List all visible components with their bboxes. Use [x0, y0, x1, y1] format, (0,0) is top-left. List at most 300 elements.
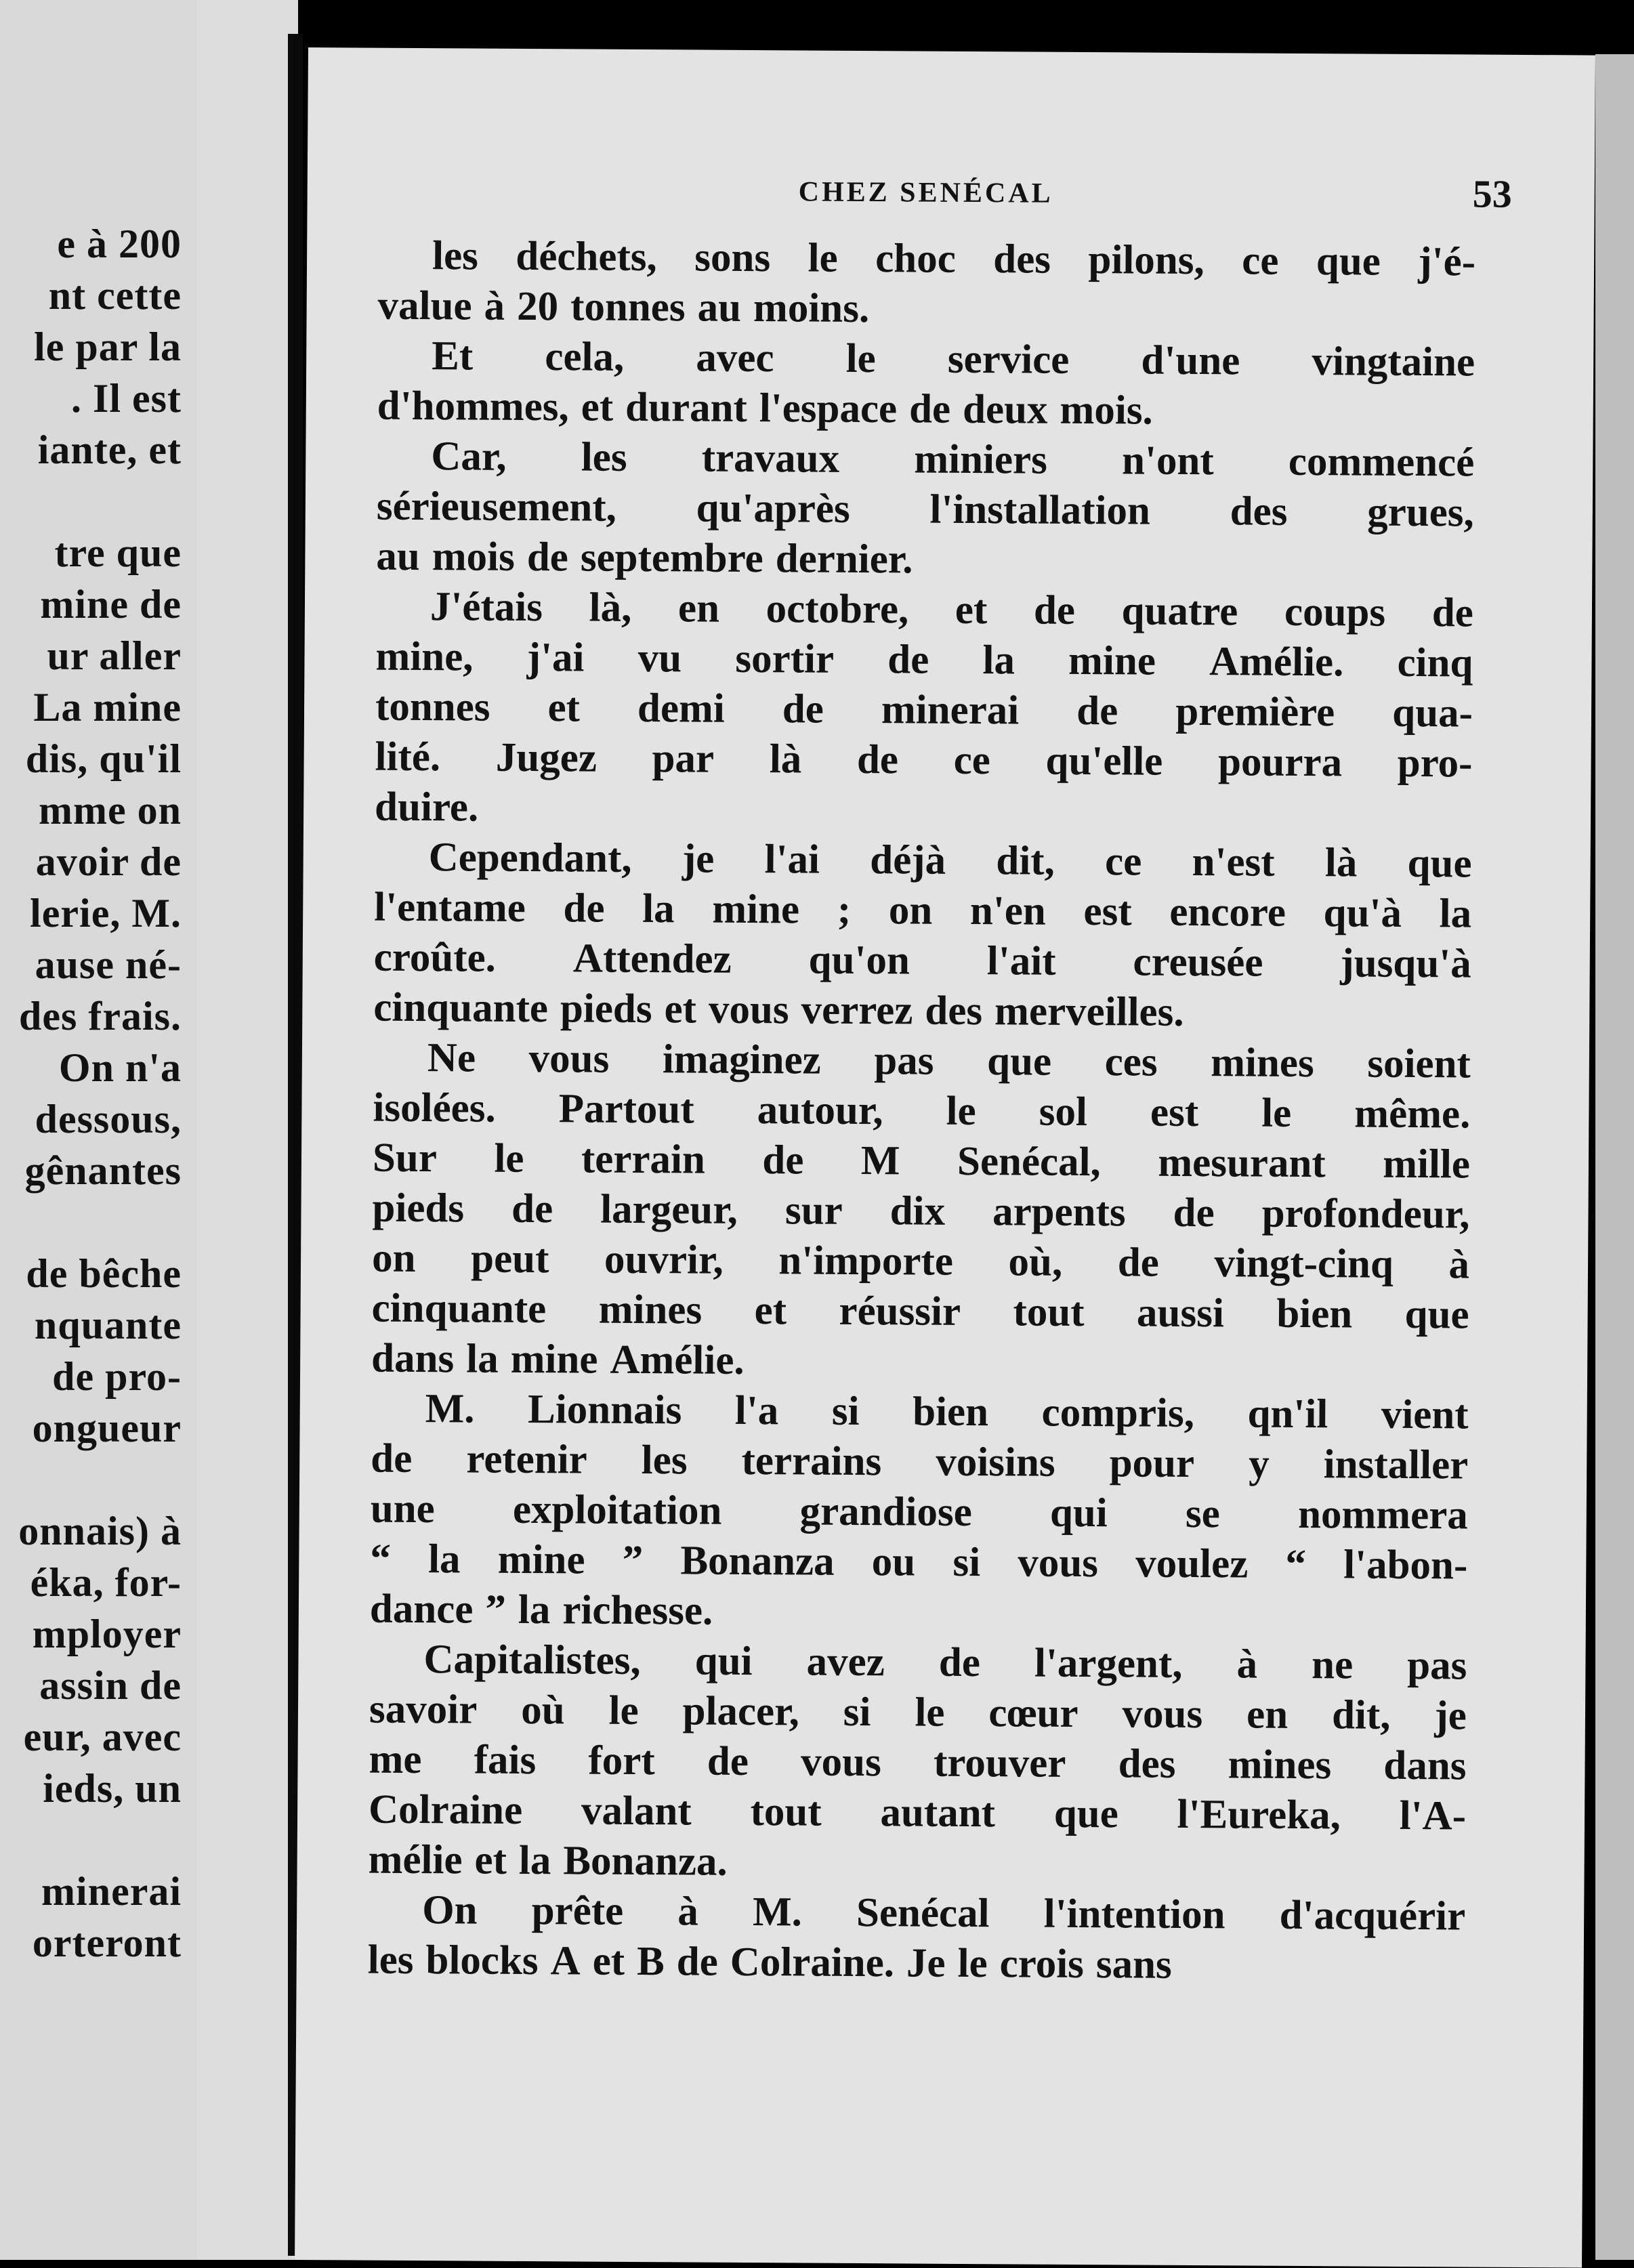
word: le [608, 1687, 639, 1734]
word: de [1076, 688, 1118, 734]
word: que [1407, 840, 1472, 887]
word: dans [371, 1335, 455, 1382]
word: coups [1284, 589, 1386, 635]
text-line [373, 1133, 1470, 1190]
text-line [370, 1584, 1467, 1641]
word: mine [1068, 637, 1156, 684]
word: valant [581, 1788, 692, 1834]
facing-page-line: La mine [33, 685, 182, 730]
word: les [432, 233, 479, 279]
text-line [371, 1434, 1468, 1491]
word: deux [962, 386, 1048, 433]
word: qu'après [696, 485, 850, 532]
book-gutter [196, 0, 298, 2260]
word: le [845, 335, 876, 382]
word: bien [1276, 1290, 1353, 1337]
facing-page-line: gênantes [24, 1148, 182, 1193]
word: on [888, 887, 933, 933]
word: autant [880, 1790, 996, 1836]
word: duire. [374, 784, 479, 831]
word: le [915, 1689, 945, 1736]
word: de [676, 1939, 718, 1985]
word: les [581, 434, 627, 480]
word: la [518, 1587, 551, 1633]
word: mine, [375, 633, 474, 680]
text-line [371, 1284, 1469, 1341]
word: tonnes [570, 284, 686, 331]
facing-page-line: ieds, un [43, 1766, 182, 1811]
facing-page-line: orteront [32, 1920, 182, 1965]
word: là [769, 736, 802, 782]
word: croûte. [373, 934, 497, 981]
text-line [373, 1083, 1470, 1140]
word: dit, [1331, 1692, 1391, 1738]
word: des [1118, 1741, 1176, 1787]
word: Partout [558, 1086, 694, 1133]
word: l'entame [374, 884, 526, 931]
word: On [422, 1887, 478, 1933]
word: mélie [368, 1836, 463, 1883]
word: trouver [933, 1740, 1066, 1786]
word: dit, [996, 838, 1055, 884]
facing-page-line: mployer [32, 1612, 182, 1656]
word: que [1316, 238, 1381, 285]
word: la [1439, 891, 1472, 937]
word: l'A- [1399, 1792, 1467, 1839]
word: Capitalistes, [423, 1637, 641, 1684]
facing-page-line: ur aller [47, 633, 182, 678]
facing-page-line: de bêche [26, 1251, 182, 1296]
word: placer, [682, 1688, 800, 1735]
text-line [372, 1234, 1469, 1290]
text-line [377, 331, 1475, 388]
word: installer [1323, 1442, 1469, 1488]
text-line [372, 1183, 1469, 1240]
word: les [641, 1437, 688, 1484]
word: sol [1039, 1089, 1088, 1135]
word: quatre [1121, 588, 1238, 635]
facing-page-line: mme on [39, 788, 182, 833]
word: lité. [375, 734, 441, 780]
word: au [376, 533, 421, 580]
word: on [371, 1235, 416, 1282]
text-line [374, 933, 1471, 990]
text-line [369, 1785, 1466, 1842]
word: exploitation [512, 1486, 722, 1534]
word: arpents [992, 1189, 1126, 1236]
word: largeur, [600, 1186, 738, 1233]
word: isolées. [373, 1085, 496, 1131]
word: Senécal [856, 1889, 990, 1937]
word: vient [1381, 1391, 1469, 1438]
word: B [636, 1939, 665, 1985]
word: de [887, 637, 929, 683]
word: Colraine. [730, 1939, 895, 1986]
word: de [1173, 1190, 1215, 1236]
book-page [295, 47, 1595, 2268]
word: commencé [1288, 438, 1475, 486]
word: n'ont [1121, 438, 1214, 484]
word: Sur [372, 1135, 438, 1181]
word: la [518, 1837, 551, 1884]
word: de [1033, 587, 1076, 633]
word: Cependant, [428, 835, 632, 881]
word: durant [625, 384, 748, 431]
word: vous [528, 1036, 610, 1082]
word: si [952, 1539, 981, 1586]
text-line [373, 1033, 1471, 1090]
word: la [642, 886, 675, 932]
text-line [371, 1384, 1468, 1441]
word: n'importe [778, 1238, 954, 1284]
word: service [947, 336, 1070, 383]
word: cœur [988, 1690, 1078, 1736]
word: l'a [734, 1387, 779, 1434]
word: savoir [369, 1686, 478, 1733]
word: de [908, 386, 951, 432]
word: Senécal, [957, 1138, 1102, 1185]
facing-page-line: éka, for- [30, 1560, 182, 1605]
word: vingt-cinq [1214, 1240, 1394, 1287]
word: vu [637, 635, 682, 681]
word: vous [708, 986, 789, 1033]
word: octobre, [766, 586, 909, 633]
word: profondeur, [1261, 1190, 1470, 1238]
word: réussir [839, 1288, 961, 1335]
word: vingtaine [1312, 339, 1475, 385]
word: mine [497, 1536, 585, 1583]
word: M. [752, 1889, 803, 1935]
word: des [925, 988, 983, 1034]
word: ne [1311, 1642, 1354, 1688]
word: retenir [466, 1436, 587, 1483]
word: sons [694, 234, 771, 281]
word: je [1434, 1693, 1467, 1739]
word: tout [750, 1789, 822, 1835]
facing-page-line: ongueur [32, 1406, 182, 1450]
word: de [938, 1639, 981, 1686]
word: terrain [581, 1136, 706, 1183]
word: l'espace [759, 385, 898, 432]
word: miniers [914, 436, 1048, 483]
text-line [370, 1534, 1467, 1591]
word: M [860, 1138, 900, 1184]
word: ” [622, 1537, 644, 1584]
word: qu'elle [1045, 738, 1163, 784]
word: nommera [1297, 1491, 1468, 1538]
facing-page-line: nt cette [48, 273, 182, 318]
word: ce [953, 737, 991, 784]
word: mesurant [1158, 1139, 1326, 1187]
word: qua- [1392, 690, 1473, 736]
word: l'intention [1043, 1891, 1226, 1938]
word: choc [875, 236, 956, 282]
text-line [378, 231, 1475, 288]
word: fort [588, 1738, 655, 1784]
word: moins. [753, 285, 870, 332]
facing-page-line: le par la [34, 324, 182, 369]
word: vous [800, 1739, 882, 1786]
word: ; [837, 887, 852, 933]
body-text [368, 231, 1476, 1992]
word: je [682, 836, 715, 882]
facing-page-line: dis, qu'il [25, 736, 182, 781]
word: blocks [425, 1937, 539, 1984]
word: 20 [516, 283, 559, 330]
word: grandiose [799, 1488, 972, 1536]
word: est [1150, 1089, 1199, 1136]
word: pourra [1217, 739, 1343, 786]
word: la [466, 1336, 499, 1382]
word: à [484, 283, 505, 329]
word: “ [370, 1536, 392, 1582]
facing-page-line: dessous, [35, 1097, 182, 1141]
word: cinquante [371, 1285, 547, 1332]
word: prête [531, 1888, 624, 1934]
word: la [427, 1536, 461, 1582]
word: et [581, 384, 614, 430]
word: bien [912, 1389, 989, 1435]
word: l'abon- [1343, 1542, 1468, 1589]
facing-page-line: eur, avec [23, 1715, 182, 1759]
word: n'en [969, 887, 1047, 934]
word: de [511, 1185, 553, 1232]
word: Je [906, 1940, 946, 1986]
word: mille [1382, 1141, 1471, 1188]
word: est [1083, 889, 1132, 935]
word: de [762, 1137, 804, 1183]
word: pro- [1397, 740, 1473, 786]
word: l'ait [986, 938, 1056, 984]
word: verrez [801, 987, 913, 1034]
word: de [563, 885, 605, 931]
word: dix [889, 1188, 946, 1234]
word: A [550, 1938, 581, 1984]
text-line [375, 732, 1472, 789]
word: ouvrir, [604, 1236, 724, 1283]
word: l'installation [929, 486, 1151, 534]
word: “ [1285, 1541, 1307, 1588]
word: première [1175, 688, 1335, 736]
word: de [371, 1435, 413, 1482]
facing-page-line: assin de [39, 1663, 182, 1708]
word: au [697, 285, 742, 331]
word: me [369, 1736, 422, 1783]
word: pour [1109, 1440, 1195, 1487]
word: et [474, 1837, 507, 1883]
word: j'é- [1418, 239, 1476, 285]
word: mines [1211, 1040, 1314, 1087]
word: aussi [1136, 1290, 1225, 1337]
word: pas [874, 1038, 934, 1084]
word: mine [510, 1336, 598, 1383]
word: là [1324, 840, 1358, 886]
facing-page-line: . Il est [71, 376, 182, 421]
text-line [375, 782, 1472, 839]
facing-page-line: ause né- [35, 942, 182, 987]
page-number: 53 [1472, 171, 1512, 216]
text-line [377, 281, 1475, 338]
text-line [369, 1635, 1467, 1692]
facing-page-line: iante, et [37, 427, 182, 472]
word: à [677, 1889, 699, 1935]
word: merveilles. [994, 988, 1184, 1035]
text-line [369, 1685, 1467, 1742]
word: Lionnais [527, 1387, 682, 1433]
word: n'est [1192, 839, 1275, 885]
text-line [368, 1835, 1465, 1892]
text-line [377, 482, 1474, 539]
word: par [652, 736, 715, 782]
facing-page-line: lerie, M. [30, 891, 182, 936]
word: tout [1013, 1289, 1085, 1336]
word: pas [1407, 1642, 1467, 1689]
word: de [1117, 1240, 1160, 1286]
word: dance [369, 1586, 474, 1633]
word: que [986, 1038, 1052, 1085]
word: le [1261, 1090, 1292, 1136]
facing-page-line: e à 200 [57, 222, 182, 266]
word: mine [712, 886, 800, 933]
word: pieds [372, 1185, 465, 1232]
word: à [1236, 1641, 1258, 1687]
word: les [367, 1937, 414, 1983]
word: tonnes [375, 684, 490, 730]
word: mois [432, 534, 516, 580]
word: voisins [936, 1439, 1055, 1486]
word: cela, [545, 334, 625, 380]
word: qn'il [1247, 1391, 1328, 1437]
word: de [782, 686, 824, 732]
word: Bonanza [680, 1538, 835, 1584]
word: déchets, [516, 233, 657, 280]
text-line [375, 632, 1473, 689]
word: le [808, 235, 838, 281]
word: peut [470, 1236, 549, 1282]
word: demi [637, 685, 726, 732]
word: de [707, 1738, 749, 1785]
word: mois. [1060, 387, 1153, 434]
word: le [946, 1088, 976, 1135]
word: de [526, 534, 569, 581]
word: soient [1367, 1041, 1471, 1087]
word: creusée [1133, 939, 1263, 986]
word: en [1246, 1692, 1289, 1738]
word: terrains [741, 1437, 882, 1485]
text-line [374, 883, 1471, 940]
text-line [368, 1885, 1465, 1942]
running-head: CHEZ SENÉCAL [798, 176, 1053, 209]
word: Et [432, 333, 474, 379]
word: richesse. [562, 1587, 713, 1634]
facing-page-line: On n'a [58, 1045, 182, 1090]
facing-page-line: onnais) à [18, 1509, 182, 1553]
word: vous [1122, 1691, 1203, 1738]
word: pilons, [1088, 237, 1204, 284]
word: value [377, 282, 472, 329]
word: ce [1104, 839, 1142, 885]
word: que [1053, 1790, 1118, 1837]
word: des [1230, 488, 1288, 534]
word: M. [425, 1386, 475, 1432]
word: en [677, 585, 720, 631]
word: le [957, 1940, 988, 1987]
word: même. [1354, 1091, 1471, 1137]
word: Attendez [572, 936, 732, 982]
text-line [376, 582, 1473, 639]
text-line [377, 432, 1474, 488]
word: dernier. [775, 536, 913, 583]
word: cinq [1397, 639, 1473, 686]
word: de [1431, 590, 1474, 636]
word: Car, [431, 434, 507, 480]
word: déjà [870, 837, 946, 883]
word: sans [1095, 1941, 1173, 1988]
word: Ne [427, 1035, 476, 1081]
word: si [843, 1689, 871, 1736]
word: ” [485, 1587, 507, 1633]
facing-page-line: tre que [54, 530, 182, 575]
text-line [376, 532, 1473, 589]
word: minerai [881, 687, 1020, 734]
word: jusqu'à [1340, 940, 1471, 987]
word: sur [784, 1188, 843, 1234]
word: où, [1008, 1239, 1063, 1285]
text-line [369, 1735, 1466, 1792]
word: d'hommes, [377, 383, 569, 430]
word: autour, [757, 1087, 883, 1134]
word: ce [1242, 238, 1279, 284]
word: ou [871, 1539, 916, 1585]
word: sortir [735, 635, 835, 682]
word: de [856, 736, 899, 783]
word: crois [999, 1941, 1085, 1988]
word: que [1404, 1291, 1469, 1338]
word: la [982, 637, 1015, 684]
word: vous [1018, 1540, 1099, 1587]
text-line [373, 983, 1471, 1040]
word: Jugez [495, 734, 598, 781]
text-line [368, 1935, 1465, 1992]
text-line [374, 833, 1471, 889]
word: fais [474, 1737, 537, 1784]
word: sérieusement, [376, 483, 617, 530]
word: se [1185, 1490, 1221, 1537]
word: avec [696, 335, 774, 381]
word: d'une [1141, 337, 1240, 384]
facing-page-line: de pro- [52, 1354, 182, 1399]
word: qu'on [808, 937, 910, 984]
facing-page-line: des frais. [19, 994, 182, 1038]
word: J'étais [430, 584, 543, 631]
word: cinquante [373, 984, 549, 1032]
word: l'Eureka, [1177, 1791, 1341, 1839]
word: travaux [701, 435, 840, 482]
text-line [371, 1484, 1468, 1541]
word: une [370, 1486, 435, 1532]
word: l'argent, [1034, 1640, 1183, 1687]
word: là, [589, 585, 632, 631]
text-line [375, 682, 1473, 739]
page-edge [1595, 54, 1634, 2260]
word: mines [598, 1286, 703, 1333]
facing-page-line: mine de [40, 582, 182, 627]
word: l'ai [764, 837, 820, 883]
word: Colraine [368, 1786, 523, 1833]
word: Bonanza. [563, 1838, 728, 1885]
word: à [1448, 1242, 1470, 1288]
word: septembre [580, 534, 763, 582]
